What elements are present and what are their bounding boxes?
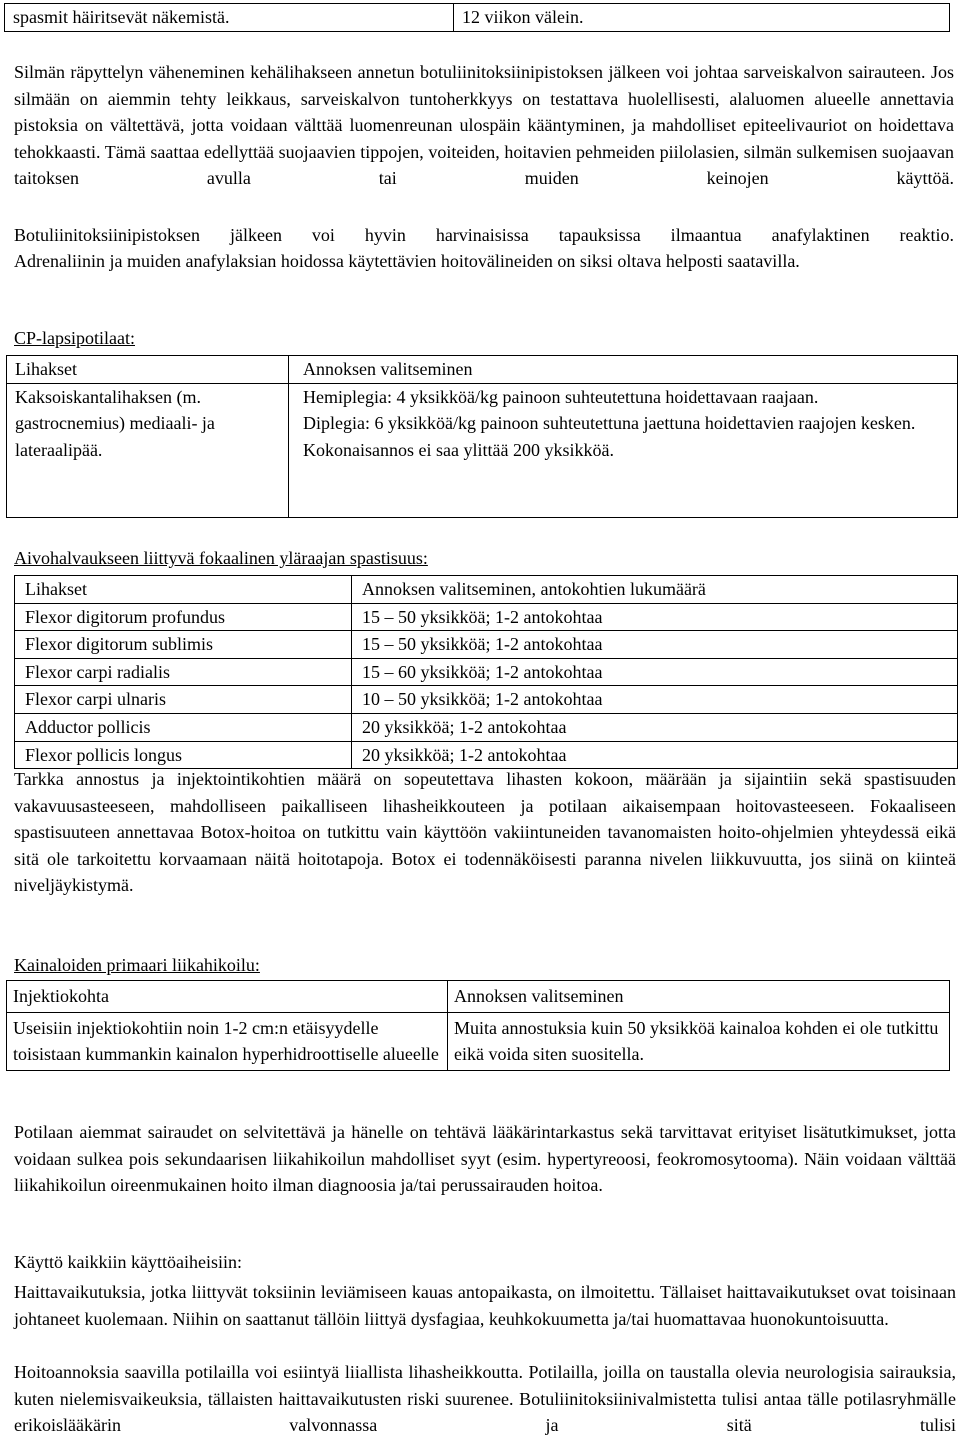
paragraph-stroke-dosing: Tarkka annostus ja injektointikohtien määrä on sopeutettava lihasten kokoon, määrään ja sijaintiin sekä spastisuuden vakavuusasteeseen, mahdolliseen paikalliseen lihasheikkouteen ja potilaan aikaisempaan hoitovasteeseen. Fokaaliseen spastisuuteen annettavaa Botox-hoitoa on tutkittu vain käyttöön vakiintuneiden tavanomaisten hoito-ohjelmien yhteydessä eikä sitä ole tarkoitettu korvaamaan näitä hoitotapoja. Botox ei todennäköisesti paranna nivelen liikkuvuutta, jos siinä on kiinteä niveljäykistymä. [14,769,956,896]
table-row [15,603,958,631]
sweat-heading: Kainaloiden primaari liikahikoilu: [14,955,260,975]
paragraph-cornea-part3: Tämä saattaa edellyttää suojaavien tippojen, voiteiden, hoitavien pehmeiden piilolasien, silmän sulkemisen suojaavan taitoksen avulla tai muiden keinojen käyttöä. [14,141,954,189]
cp-header-muscles: Lihakset [7,356,289,384]
sweat-dose-cell: Muita annostuksia kuin 50 yksikköä kainaloa kohden ei ole tutkittu eikä voida siten suositella. [448,1012,950,1070]
cp-table [6,355,958,518]
paragraph-muscle-weakness: Hoitoannoksia saavilla potilailla voi esiintyä liiallista lihasheikkoutta. Potilailla, joilla on taustalla olevia neurologisia sairauksia, kuten nielemisvaikeuksia, tällaisten haittavaikutusten riski suurenee. Botuliinitoksiinivalmistetta tulisi antaa tälle potilasryhmälle erikoislääkärin valvonnassa ja sitä tulisi [14,1362,956,1436]
table-row [15,631,958,659]
stroke-dose: 20 yksikköä; 1-2 antokohtaa [352,741,958,769]
paragraph-adrenaline: Adrenaliinin ja muiden anafylaksian hoidossa käytettävien hoitovälineiden on siksi oltava helposti saatavilla. [14,251,800,271]
stroke-table [14,575,958,769]
top-table-right-cell: 12 viikon välein. [454,4,950,32]
stroke-heading: Aivohalvaukseen liittyvä fokaalinen yläraajan spastisuus: [14,548,428,568]
all-indications-heading: Käyttö kaikkiin käyttöaiheisiin: [14,1252,242,1272]
stroke-dose: 15 – 50 yksikköä; 1-2 antokohtaa [352,631,958,659]
top-table-left-cell: spasmit häiritsevät näkemistä. [5,4,454,32]
paragraph-spread-effects: Haittavaikutuksia, jotka liittyvät toksiinin leviämiseen kauas antopaikasta, on ilmoitettu. Tällaiset haittavaikutukset ovat toisinaan johtaneet kuolemaan. Niihin on saattanut tällöin liittyä dysfagiaa, keuhkokuumetta ja/tai huomattavaa huonokuntoisuutta. [14,1282,956,1329]
stroke-dose: 15 – 50 yksikköä; 1-2 antokohtaa [352,603,958,631]
stroke-header-dose: Annoksen valitseminen, antokohtien lukumäärä [352,576,958,604]
paragraph-cornea-part2: Jos silmään on aiemmin tehty leikkaus, sarveiskalvon tuntoherkkyys on testattava huolellisesti, alaluomen alueelle annettavia pistoksia on vältettävä, jotta voidaan välttää luomenreunan ulospäin kääntyminen, ja mahdolliset epiteelivauriot on hoidettava tehokkaasti. [14,62,954,162]
sweat-site-cell: Useisiin injektiokohtiin noin 1-2 cm:n etäisyydelle toisistaan kummankin kainalon hyperhidroottiselle alueelle [7,1012,448,1070]
cp-dose-hemiplegia: Hemiplegia: 4 yksikköä/kg painoon suhteutettuna hoidettavaan raajaan. [303,386,819,407]
cp-dose-cell [289,383,958,517]
cp-heading: CP-lapsipotilaat: [14,328,135,348]
table-row [15,658,958,686]
paragraph-cornea [14,59,954,192]
stroke-dose: 15 – 60 yksikköä; 1-2 antokohtaa [352,658,958,686]
paragraph-patient-history: Potilaan aiemmat sairaudet on selvitettävä ja hänelle on tehtävä lääkärintarkastus sekä tarvittavat erityiset lisätutkimukset, jotta voidaan sulkea pois sekundaarisen liikahikoilun mahdolliset syyt (esim. hypertyreoosi, feokromosytooma). Näin voidaan välttää liikahikoilun oireenmukainen hoito ilman diagnoosia ja/tai perussairauden hoitoa. [14,1122,956,1196]
sweat-table [6,980,950,1071]
stroke-muscle: Flexor digitorum profundus [15,603,352,631]
paragraph-cornea-part1: Silmän räpyttelyn väheneminen kehälihakseen annetun botuliinitoksiinipistoksen jälkeen voi johtaa sarveiskalvon sairauteen. [14,62,926,82]
table-row [15,741,958,769]
stroke-muscle: Flexor digitorum sublimis [15,631,352,659]
sweat-header-dose: Annoksen valitseminen [448,981,950,1013]
table-row [15,713,958,741]
sweat-header-site: Injektiokohta [7,981,448,1013]
stroke-muscle: Flexor pollicis longus [15,741,352,769]
stroke-muscle: Adductor pollicis [15,713,352,741]
stroke-muscle: Flexor carpi radialis [15,658,352,686]
cp-dose-diplegia: Diplegia: 6 yksikköä/kg painoon suhteutettuna jaettuna hoidettavien raajojen kesken. [303,413,916,434]
stroke-dose: 10 – 50 yksikköä; 1-2 antokohtaa [352,686,958,714]
paragraph-anaphylaxis: Botuliinitoksiinipistoksen jälkeen voi hyvin harvinaisissa tapauksissa ilmaantua anafylaktinen reaktio. [14,225,954,245]
stroke-header-muscles: Lihakset [15,576,352,604]
stroke-dose: 20 yksikköä; 1-2 antokohtaa [352,713,958,741]
stroke-muscle: Flexor carpi ulnaris [15,686,352,714]
top-table [4,3,950,32]
table-row [15,686,958,714]
cp-muscle-cell: Kaksoiskantalihaksen (m. gastrocnemius) mediaali- ja lateraalipää. [7,383,289,517]
cp-header-dose: Annoksen valitseminen [289,356,958,384]
cp-dose-total: Kokonaisannos ei saa ylittää 200 yksikköä. [303,439,614,460]
